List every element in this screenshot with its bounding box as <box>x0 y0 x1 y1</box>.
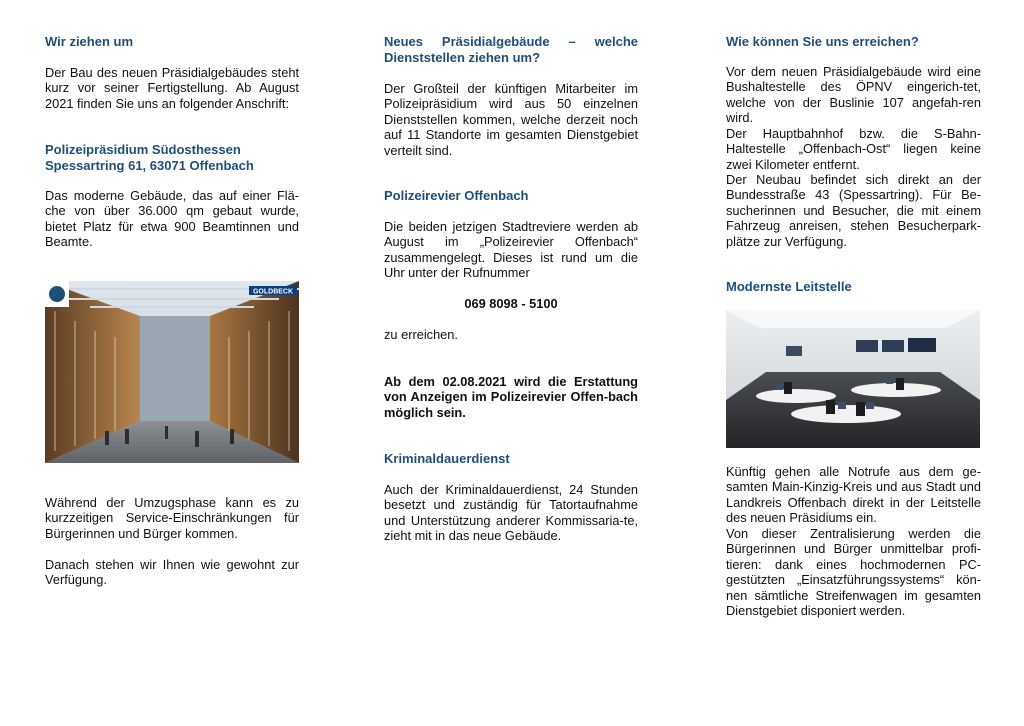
availability-note: Danach stehen wir Ihnen wie gewohnt zur Verfügung. <box>45 557 299 588</box>
zentralisierung-paragraph: Von dieser Zentralisierung werden die Bürgerinnen und Bürger unmittelbar profi-tieren: dank eines hochmodernen PC-gestützten „Einsatzführungssystems“ kön-nen sämtliche Streifenwagen im gesamten Dienstgebiet disponiert werden. <box>726 526 981 619</box>
intro-paragraph: Der Bau des neuen Präsidialgebäudes steht kurz vor seiner Fertigstellung. Ab August 2021 finden Sie uns an folgender Anschrift: <box>45 65 299 111</box>
polizeirevier-paragraph: Die beiden jetzigen Stadtreviere werden ab August im „Polizeirevier Offenbach“ zusammengelegt. Dieses ist rund um die Uhr unter der Rufnummer <box>384 219 638 281</box>
heading-dienststellen: Neues Präsidialgebäude – welche Dienststellen ziehen um? <box>384 34 638 65</box>
kriminaldauerdienst-paragraph: Auch der Kriminaldauerdienst, 24 Stunden besetzt und zuständig für Tatortaufnahme und Unterstützung anderer Kommissaria-te, zieht mit in das neue Gebäude. <box>384 482 638 544</box>
bus-paragraph: Vor dem neuen Präsidialgebäude wird eine Bushaltestelle des ÖPNV eingerich-tet, welche von der Buslinie 107 angefah-ren wird. <box>726 64 981 126</box>
address-line-2: Spessartring 61, 63071 Offenbach <box>45 158 254 173</box>
phone-number: 069 8098 - 5100 <box>464 296 558 311</box>
goldbeck-logo: GOLDBECK <box>252 288 294 296</box>
heading-leitstelle: Modernste Leitstelle <box>726 279 852 294</box>
notrufe-paragraph: Künftig gehen alle Notrufe aus dem ge-samten Main-Kinzig-Kreis und aus Stadt und Landkreis Offenbach direkt in der Leitstelle des neuen Präsidiums ein. <box>726 464 981 526</box>
anzeigen-notice: Ab dem 02.08.2021 wird die Erstattung von Anzeigen im Polizeirevier Offen-bach möglich sein. <box>384 374 638 420</box>
train-paragraph: Der Hauptbahnhof bzw. die S-Bahn-Haltestelle „Offenbach-Ost“ liegen keine zwei Kilometer entfernt. <box>726 126 981 172</box>
dienststellen-paragraph: Der Großteil der künftigen Mitarbeiter im Polizeipräsidium wird aus 50 einzelnen Dienststellen kommen, welche derzeit noch auf 11 Standorte im gesamten Dienstgebiet verteilt sind. <box>384 81 638 158</box>
road-paragraph: Der Neubau befindet sich direkt an der Bundesstraße 43 (Spessartring). Für Be-sucherinnen und Besucher, die mit einem Fahrzeug anreisen, stehen Besucherpark-plätze zur Verfügung. <box>726 172 981 249</box>
heading-erreichen: Wie können Sie uns erreichen? <box>726 34 919 49</box>
heading-polizeirevier: Polizeirevier Offenbach <box>384 188 529 203</box>
heading-wir-ziehen-um: Wir ziehen um <box>45 34 134 49</box>
atrium-image <box>45 281 299 463</box>
moving-phase-notice: Während der Umzugsphase kann es zu kurzzeitigen Service-Einschränkungen für Bürgerinnen und Bürger kommen. <box>45 495 299 541</box>
heading-kriminaldauerdienst: Kriminaldauerdienst <box>384 451 510 466</box>
address-line-1: Polizeipräsidium Südosthessen <box>45 142 241 157</box>
control-room-image <box>726 310 980 448</box>
reachability-text: zu erreichen. <box>384 327 458 342</box>
building-description: Das moderne Gebäude, das auf einer Flä-che von über 36.000 qm gebaut wurde, bietet Platz für etwa 900 Beamtinnen und Beamte. <box>45 188 299 250</box>
